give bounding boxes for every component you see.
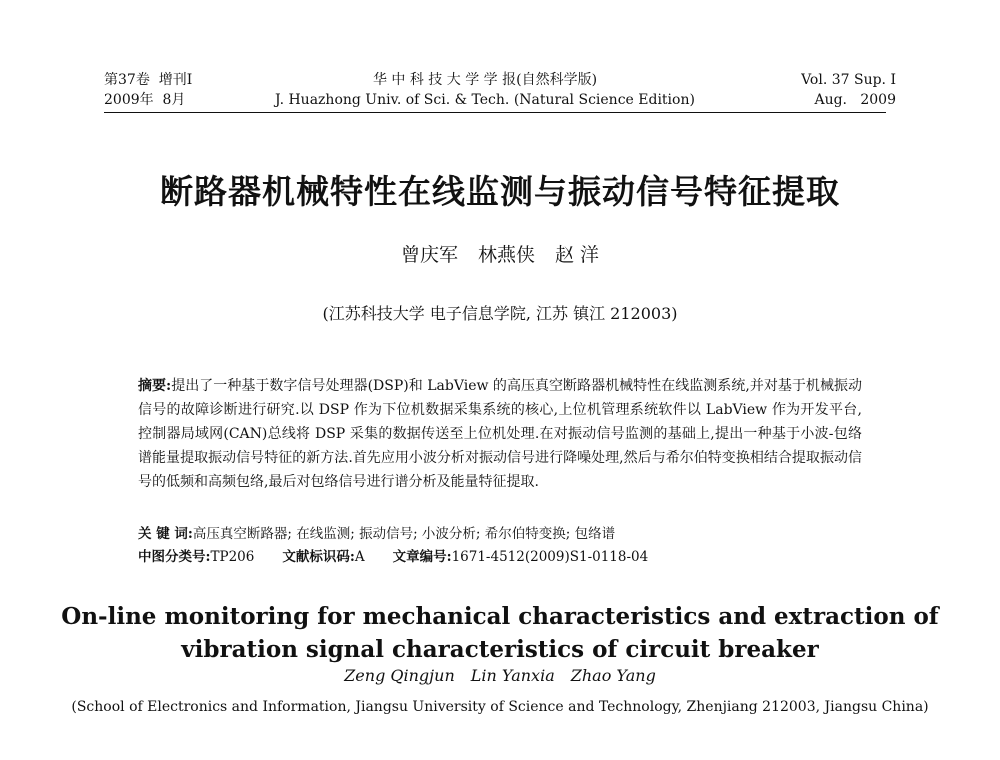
author-en-3: Zhao Yang	[570, 666, 656, 685]
header-date-zh: 2009年 8月	[104, 92, 186, 108]
author-en-1: Zeng Qingjun	[344, 666, 455, 685]
header-date-en: Aug. 2009	[814, 92, 896, 108]
title-zh: 断路器机械特性在线监测与振动信号特征提取	[160, 172, 840, 211]
keywords-label: 关 键 词:	[138, 526, 193, 542]
classification	[138, 546, 862, 568]
header-volume-zh: 第37卷 增刊Ⅰ	[104, 72, 193, 88]
header-rule	[104, 112, 886, 113]
affiliation-zh: (江苏科技大学 电子信息学院, 江苏 镇江 212003)	[322, 304, 678, 323]
header-volume-en: Vol. 37 Sup. Ⅰ	[801, 72, 896, 88]
keywords-text: 高压真空断路器; 在线监测; 振动信号; 小波分析; 希尔伯特变换; 包络谱	[192, 526, 616, 542]
header-volume-block	[104, 70, 192, 110]
article-no-value: 1671-4512(2009)S1-0118-04	[451, 549, 649, 565]
keywords	[138, 523, 862, 545]
clc-label: 中图分类号:	[138, 549, 211, 565]
author-zh-3: 赵 洋	[554, 244, 600, 266]
affiliation-en: (School of Electronics and Information, Jiangsu University of Science and Technology, Zhenjiang 212003, Jiangsu China)	[71, 699, 929, 715]
abstract-text: 提出了一种基于数字信号处理器(DSP)和 LabView 的高压真空断路器机械特性在线监测系统,并对基于机械振动信号的故障诊断进行研究.以 DSP 作为下位机数据采集系统的核心,上位机管理系统软件以 LabView 作为开发平台,控制器局域网(CAN)总线将 DSP 采集的数据传送至上位机处理.在对振动信号监测的基础上,提出一种基于小波-包络谱能量提取振动信号特征的新方法.首先应用小波分析对振动信号进行降噪处理,然后与希尔伯特变换相结合提取振动信号的低频和高频包络,最后对包络信号进行谱分析及能量特征提取.	[138, 378, 862, 490]
article-no-label: 文章编号:	[392, 549, 452, 565]
authors-en	[0, 666, 1000, 685]
author-zh-1: 曾庆军	[400, 244, 458, 266]
header-volume-en-block	[801, 70, 896, 110]
doc-code-label: 文献标识码:	[282, 549, 355, 565]
clc-value: TP206	[210, 549, 255, 565]
abstract-label: 摘要:	[138, 378, 172, 394]
author-zh-2: 林燕侠	[477, 244, 535, 266]
author-en-2: Lin Yanxia	[470, 666, 555, 685]
doc-code-value: A	[354, 549, 365, 565]
abstract	[138, 374, 862, 494]
title-en: On-line monitoring for mechanical characteristics and extraction of vibration signal characteristics of circuit breaker	[61, 603, 939, 663]
header-journal-block	[255, 70, 715, 110]
header-journal-zh: 华 中 科 技 大 学 学 报(自然科学版)	[372, 72, 598, 88]
header-journal-en: J. Huazhong Univ. of Sci. & Tech. (Natural Science Edition)	[275, 92, 695, 108]
authors-zh	[0, 240, 1000, 267]
